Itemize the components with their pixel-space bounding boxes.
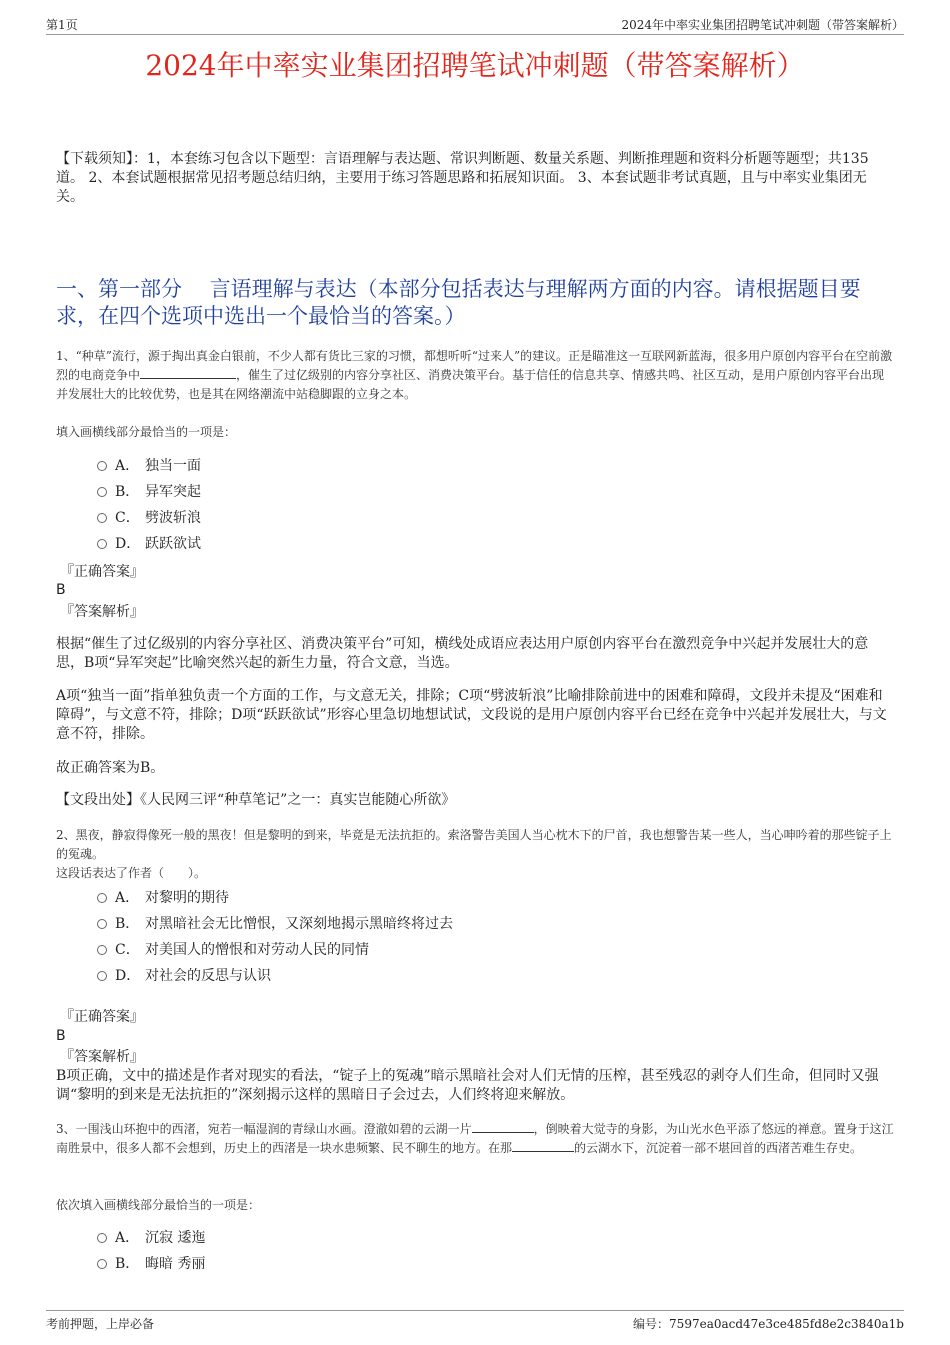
radio-icon[interactable] — [97, 919, 107, 929]
page-number: 第1页 — [46, 18, 78, 32]
q1-source: 【文段出处】《人民网三评“种草笔记”之一：真实岂能随心所欲》 — [56, 792, 456, 808]
radio-icon[interactable] — [97, 461, 107, 471]
question-3-prompt: 依次填入画横线部分最恰当的一项是： — [56, 1198, 261, 1212]
question-1-prompt: 填入画横线部分最恰当的一项是： — [56, 425, 237, 439]
radio-icon[interactable] — [97, 971, 107, 981]
radio-icon[interactable] — [97, 1233, 107, 1243]
question-1-text: 1、“种草”流行，源于掏出真金白银前，不少人都有货比三家的习惯，都想听听“过来人”的建议。正是瞄准这一互联网新蓝海，很多用户原创内容平台在空前激烈的电商竞争中 ，催生了过亿级别的内容分享社区、消费决策平台。基于信任的信息共享、情感共鸣、社区互动，是用户原创内容平台出现并发展壮大的比较优势，也是其在网络潮流中站稳脚跟的立身之本。 — [56, 349, 893, 401]
q2-answer: B — [56, 1028, 66, 1044]
q1-option-b[interactable]: B． 异军突起 — [97, 483, 201, 501]
section-heading: 一、第一部分 言语理解与表达（本部分包括表达与理解两方面的内容。请根据题目要求，在四个选项中选出一个最恰当的答案。） — [56, 277, 861, 328]
q2-option-d[interactable]: D． 对社会的反思与认识 — [97, 967, 271, 985]
q1-analysis-2: A项“独当一面”指单独负责一个方面的工作，与文意无关，排除；C项“劈波斩浪”比喻排除前进中的困难和障碍，文段并未提及“困难和障碍”，与文意不符，排除；D项“跃跃欲试”形容心里急切地想试试，文段说的是用户原创内容平台已经在竞争中兴起并发展壮大，与文意不符，排除。 — [56, 688, 887, 742]
radio-icon[interactable] — [97, 893, 107, 903]
header-doc-title: 2024年中率实业集团招聘笔试冲刺题（带答案解析） — [621, 18, 904, 32]
q2-correct-label: 『正确答案』 — [60, 1009, 144, 1025]
q1-analysis-label: 『答案解析』 — [60, 604, 144, 620]
document-title: 2024年中率实业集团招聘笔试冲刺题（带答案解析） — [145, 49, 805, 82]
q2-option-c[interactable]: C． 对美国人的憎恨和对劳动人民的同情 — [97, 941, 369, 959]
q1-option-d[interactable]: D． 跃跃欲试 — [97, 535, 201, 553]
question-2-text: 2、黑夜，静寂得像死一般的黑夜！但是黎明的到来，毕竟是无法抗拒的。索洛警告美国人当心枕木下的尸首，我也想警告某一些人，当心呻吟着的那些锭子上的冤魂。 — [56, 828, 892, 861]
q2-analysis: B项正确，文中的描述是作者对现实的看法，“锭子上的冤魂”暗示黑暗社会对人们无情的压榨，甚至残忍的剥夺人们生命，但同时又强调“黎明的到来是无法抗拒的”深刻揭示这样的黑暗日子会过去，人们终将迎来解放。 — [56, 1068, 879, 1103]
q3-option-a[interactable]: A． 沉寂 逶迤 — [97, 1229, 205, 1247]
radio-icon[interactable] — [97, 487, 107, 497]
radio-icon[interactable] — [97, 1259, 107, 1269]
question-2-prompt: 这段话表达了作者（ ）。 — [56, 866, 207, 880]
fill-blank — [512, 1139, 574, 1152]
q1-option-c[interactable]: C． 劈波斩浪 — [97, 509, 201, 527]
q1-correct-label: 『正确答案』 — [60, 564, 144, 580]
q3-option-b[interactable]: B． 晦暗 秀丽 — [97, 1255, 205, 1273]
radio-icon[interactable] — [97, 513, 107, 523]
radio-icon[interactable] — [97, 945, 107, 955]
fill-blank — [472, 1120, 534, 1133]
q2-analysis-label: 『答案解析』 — [60, 1049, 144, 1065]
q2-option-a[interactable]: A． 对黎明的期待 — [97, 889, 229, 907]
q1-analysis-3: 故正确答案为B。 — [56, 760, 165, 776]
page-footer — [46, 1310, 904, 1331]
radio-icon[interactable] — [97, 539, 107, 549]
q1-answer: B — [56, 582, 66, 598]
footer-slogan: 考前押题，上岸必备 — [46, 1317, 155, 1331]
q2-option-b[interactable]: B． 对黑暗社会无比憎恨，又深刻地揭示黑暗终将过去 — [97, 915, 453, 933]
fill-blank — [140, 366, 236, 379]
download-notice: 【下载须知】：1，本套练习包含以下题型：言语理解与表达题、常识判断题、数量关系题、判断推理题和资料分析题等题型；共135道。 2、本套试题根据常见招考题总结归纳，主要用于练习答题思路和拓展知识面。 3、本套试题非考试真题，且与中率实业集团无关。 — [56, 151, 869, 205]
q1-analysis-1: 根据“催生了过亿级别的内容分享社区、消费决策平台”可知，横线处成语应表达用户原创内容平台在激烈竞争中兴起并发展壮大的意思，B项“异军突起”比喻突然兴起的新生力量，符合文意，当选。 — [56, 636, 869, 671]
footer-doc-id: 编号：7597ea0acd47e3ce485fd8e2c3840a1b — [633, 1317, 904, 1331]
page-header — [46, 16, 904, 35]
q1-option-a[interactable]: A． 独当一面 — [97, 457, 201, 475]
question-3-text: 3、一围浅山环抱中的西渚，宛若一幅湿润的青绿山水画。澄澈如碧的云湖一片 ，倒映着大觉寺的身影，为山光水色平添了悠远的禅意。置身于这江南胜景中，很多人都不会想到，历史上的西渚是一块水患频繁、民不聊生的地方。在那 的云湖水下，沉淀着一部不堪回首的西渚苦难生存史。 — [56, 1122, 894, 1155]
